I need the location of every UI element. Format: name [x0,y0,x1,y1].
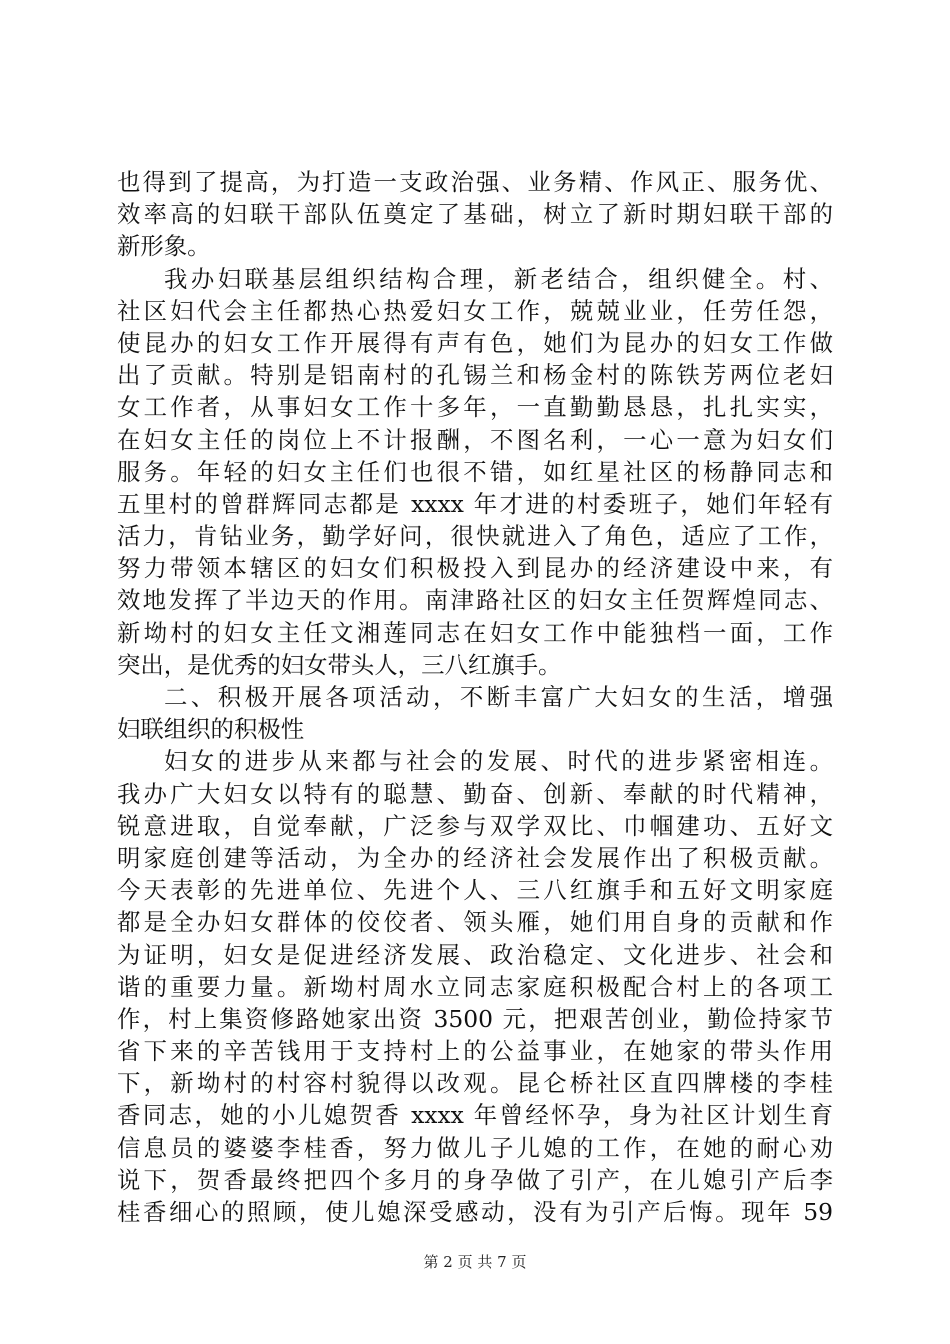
text-line: 桂香细心的照顾，使儿媳深受感动，没有为引产后悔。现年 59 [117,1198,833,1226]
text-line: 作，村上集资修路她家出资 3500 元，把艰苦创业，勤俭持家节 [117,1004,833,1033]
text-line: 效率高的妇联干部队伍奠定了基础，树立了新时期妇联干部的 [117,200,833,229]
text-line: 香同志，她的小儿媳贺香 xxxx 年曾经怀孕，身为社区计划生育 [117,1101,833,1130]
text-line: 活力，肯钻业务，勤学好问，很快就进入了角色，适应了工作， [117,522,833,551]
text-line: 为证明，妇女是促进经济发展、政治稳定、文化进步、社会和 [117,940,833,969]
text-line: 也得到了提高，为打造一支政治强、业务精、作风正、服务优、 [117,168,833,196]
text-line: 五里村的曾群辉同志都是 xxxx 年才进的村委班子，她们年轻有 [117,489,833,518]
text-line: 信息员的婆婆李桂香，努力做儿子儿媳的工作，在她的耐心劝 [117,1133,833,1162]
text-line: 都是全办妇女群体的佼佼者、领头雁，她们用自身的贡献和作 [117,908,833,937]
text-line: 使昆办的妇女工作开展得有声有色，她们为昆办的妇女工作做 [117,328,833,357]
text-line: 二、积极开展各项活动，不断丰富广大妇女的生活，增强 [164,683,833,711]
text-line: 服务。年轻的妇女主任们也很不错，如红星社区的杨静同志和 [117,457,833,486]
text-line: 效地发挥了半边天的作用。南津路社区的妇女主任贺辉煌同志、 [117,586,833,615]
text-line: 今天表彰的先进单位、先进个人、三八红旗手和五好文明家庭 [117,876,833,905]
text-line: 女工作者，从事妇女工作十多年，一直勤勤恳恳，扎扎实实， [117,393,833,422]
text-line: 省下来的辛苦钱用于支持村上的公益事业，在她家的带头作用 [117,1037,833,1066]
text-line: 突出，是优秀的妇女带头人，三八红旗手。 [117,650,562,679]
text-line: 在妇女主任的岗位上不计报酬，不图名利，一心一意为妇女们 [117,425,833,454]
text-line: 妇女的进步从来都与社会的发展、时代的进步紧密相连。 [164,747,833,776]
text-line: 新坳村的妇女主任文湘莲同志在妇女工作中能独档一面，工作 [117,618,833,647]
text-line: 新形象。 [117,232,211,261]
text-line: 下，新坳村的村容村貌得以改观。昆仑桥社区直四牌楼的李桂 [117,1069,833,1098]
text-line: 妇联组织的积极性 [117,715,305,744]
text-line: 出了贡献。特别是铝南村的孔锡兰和杨金村的陈铁芳两位老妇 [117,361,833,390]
text-line: 努力带领本辖区的妇女们积极投入到昆办的经济建设中来，有 [117,554,833,583]
text-line: 我办妇联基层组织结构合理，新老结合，组织健全。村、 [164,264,833,293]
text-line: 说下，贺香最终把四个多月的身孕做了引产，在儿媳引产后李 [117,1165,833,1194]
text-line: 谐的重要力量。新坳村周水立同志家庭积极配合村上的各项工 [117,972,833,1001]
text-line: 社区妇代会主任都热心热爱妇女工作，兢兢业业，任劳任怨， [117,296,833,325]
text-line: 我办广大妇女以特有的聪慧、勤奋、创新、奉献的时代精神， [117,779,833,808]
text-line: 锐意进取，自觉奉献，广泛参与双学双比、巾帼建功、五好文 [117,811,833,840]
text-line: 明家庭创建等活动，为全办的经济社会发展作出了积极贡献。 [117,843,833,872]
body-text [117,166,833,1228]
page-footer: 第 2 页 共 7 页 [423,1253,527,1271]
